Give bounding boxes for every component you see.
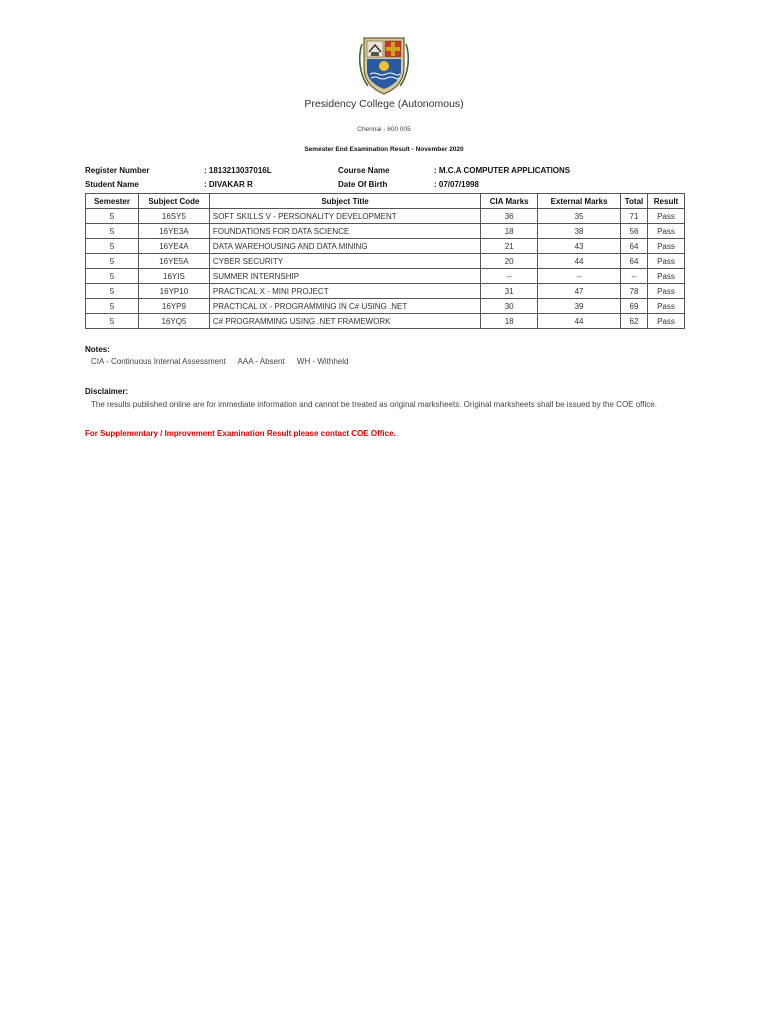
subject-title-cell: DATA WAREHOUSING AND DATA MINING <box>209 239 480 254</box>
result-cell: Pass <box>647 224 684 239</box>
subject-code-cell: 16YP10 <box>138 284 209 299</box>
external-marks-cell: 35 <box>538 209 621 224</box>
semester-cell: 5 <box>86 224 139 239</box>
result-cell: Pass <box>647 209 684 224</box>
result-cell: Pass <box>647 299 684 314</box>
subject-title-cell: C# PROGRAMMING USING .NET FRAMEWORK <box>209 314 480 329</box>
subject-title-cell: SUMMER INTERNSHIP <box>209 269 480 284</box>
header-external-marks: External Marks <box>538 194 621 209</box>
table-row <box>86 299 685 314</box>
subject-code-cell: 16YIS <box>138 269 209 284</box>
cia-marks-cell: 20 <box>481 254 538 269</box>
external-marks-cell: 44 <box>538 254 621 269</box>
total-cell: 64 <box>621 254 648 269</box>
semester-cell: 5 <box>86 299 139 314</box>
subject-title-cell: FOUNDATIONS FOR DATA SCIENCE <box>209 224 480 239</box>
external-marks-cell: 47 <box>538 284 621 299</box>
note-item-withheld: WH - Withheld <box>296 357 349 366</box>
total-cell: 78 <box>621 284 648 299</box>
subject-title-cell: CYBER SECURITY <box>209 254 480 269</box>
dob-label: Date Of Birth <box>338 180 388 189</box>
table-row <box>86 254 685 269</box>
subject-title-cell: PRACTICAL X - MINI PROJECT <box>209 284 480 299</box>
table-row <box>86 239 685 254</box>
header-result: Result <box>647 194 684 209</box>
subject-code-cell: 16YP9 <box>138 299 209 314</box>
cia-marks-cell: 31 <box>481 284 538 299</box>
semester-cell: 5 <box>86 209 139 224</box>
subject-title-cell: PRACTICAL IX - PROGRAMMING IN C# USING .NET <box>209 299 480 314</box>
semester-cell: 5 <box>86 269 139 284</box>
subject-code-cell: 16YE3A <box>138 224 209 239</box>
results-table <box>85 193 685 329</box>
semester-cell: 5 <box>86 314 139 329</box>
subject-code-cell: 16YE5A <box>138 254 209 269</box>
table-row <box>86 224 685 239</box>
total-cell: -- <box>621 269 648 284</box>
student-name-label: Student Name <box>85 180 139 189</box>
course-name-value: : M.C.A COMPUTER APPLICATIONS <box>434 166 571 175</box>
notes-heading: Notes: <box>85 345 110 354</box>
register-number-value: : 1813213037016L <box>204 166 272 175</box>
header-subject-code: Subject Code <box>138 194 209 209</box>
subject-code-cell: 16YE4A <box>138 239 209 254</box>
header-subject-title: Subject Title <box>209 194 480 209</box>
header-cia-marks: CIA Marks <box>481 194 538 209</box>
subject-code-cell: 16YQ5 <box>138 314 209 329</box>
cia-marks-cell: 30 <box>481 299 538 314</box>
student-info-row <box>85 180 685 194</box>
table-row <box>86 314 685 329</box>
cia-marks-cell: 18 <box>481 314 538 329</box>
semester-cell: 5 <box>86 254 139 269</box>
result-cell: Pass <box>647 269 684 284</box>
header-total: Total <box>621 194 648 209</box>
college-name: Presidency College (Autonomous) <box>304 98 464 110</box>
external-marks-cell: 43 <box>538 239 621 254</box>
header-semester: Semester <box>86 194 139 209</box>
semester-cell: 5 <box>86 284 139 299</box>
supplementary-notice: For Supplementary / Improvement Examination Result please contact COE Office. <box>85 429 396 438</box>
student-info <box>85 166 685 194</box>
disclaimer-text: The results published online are for immediate information and cannot be treated as original marksheets. Original marksheets shall be issued by the COE office. <box>91 400 657 409</box>
result-cell: Pass <box>647 284 684 299</box>
total-cell: 64 <box>621 239 648 254</box>
external-marks-cell: 39 <box>538 299 621 314</box>
table-row <box>86 209 685 224</box>
external-marks-cell: 44 <box>538 314 621 329</box>
result-cell: Pass <box>647 239 684 254</box>
external-marks-cell: -- <box>538 269 621 284</box>
register-number-label: Register Number <box>85 166 150 175</box>
college-city: Chennai - 600 005 <box>357 126 411 133</box>
subject-title-cell: SOFT SKILLS V - PERSONALITY DEVELOPMENT <box>209 209 480 224</box>
total-cell: 56 <box>621 224 648 239</box>
cia-marks-cell: 18 <box>481 224 538 239</box>
external-marks-cell: 38 <box>538 224 621 239</box>
total-cell: 62 <box>621 314 648 329</box>
result-cell: Pass <box>647 314 684 329</box>
note-item-cia: CIA - Continuous Internal Assessment <box>91 357 226 366</box>
subject-code-cell: 16SY5 <box>138 209 209 224</box>
course-name-label: Course Name <box>338 166 390 175</box>
student-name-value: : DIVAKAR R <box>204 180 253 189</box>
disclaimer-heading: Disclaimer: <box>85 387 129 396</box>
total-cell: 69 <box>621 299 648 314</box>
cia-marks-cell: 36 <box>481 209 538 224</box>
total-cell: 71 <box>621 209 648 224</box>
cia-marks-cell: 21 <box>481 239 538 254</box>
exam-title: Semester End Examination Result - November 2020 <box>304 146 464 153</box>
table-row <box>86 269 685 284</box>
student-info-row <box>85 166 685 180</box>
notes-list <box>91 357 358 366</box>
result-cell: Pass <box>647 254 684 269</box>
cia-marks-cell: -- <box>481 269 538 284</box>
semester-cell: 5 <box>86 239 139 254</box>
note-item-absent: AAA - Absent <box>237 357 285 366</box>
table-row <box>86 284 685 299</box>
college-crest-icon <box>358 34 410 96</box>
table-header-row <box>86 194 685 209</box>
dob-value: : 07/07/1998 <box>434 180 479 189</box>
